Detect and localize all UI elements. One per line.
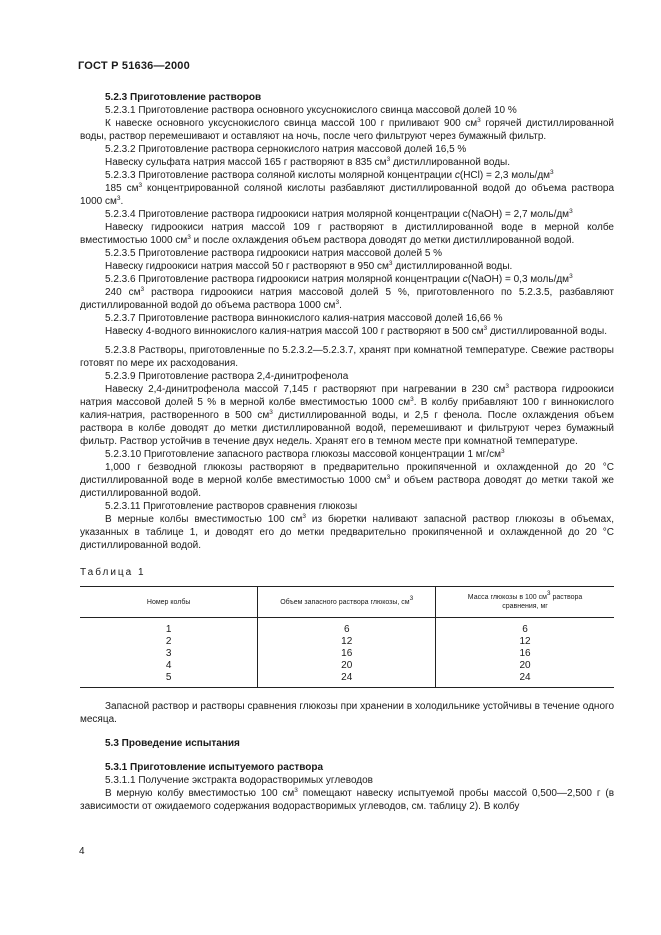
table-cell: 1 [165, 624, 172, 635]
table-cell: 24 [258, 672, 436, 688]
table-cell: 6 [258, 618, 436, 637]
section-heading-5-3: 5.3 Проведение испытания [105, 738, 240, 749]
section-heading-5-2-3: 5.2.3 Приготовление растворов [105, 92, 262, 103]
table-row [80, 618, 614, 637]
table-cell: 16 [436, 648, 614, 660]
table-row [80, 648, 614, 660]
clause-5-2-3-7: 5.2.3.7 Приготовление раствора виннокислого калия-натрия массовой долей 16,66 % [105, 313, 503, 324]
table-row [80, 672, 614, 688]
table-1 [80, 586, 614, 688]
clause-5-3-1-1: 5.3.1.1 Получение экстракта водорастворимых углеводов [105, 775, 373, 786]
table-caption: Таблица 1 [80, 567, 146, 578]
table-row [80, 660, 614, 672]
clause-5-2-3-5: 5.2.3.5 Приготовление раствора гидроокиси натрия массовой долей 5 % [105, 248, 443, 259]
clause-5-2-3-2: 5.2.3.2 Приготовление раствора сернокислого натрия массовой долей 16,5 % [105, 144, 467, 155]
table-cell: 12 [436, 636, 614, 648]
paragraph: К навеске основного уксуснокислого свинца массой 100 г приливают 900 $см^3$ горячей дистиллированной воды, раствор перемешивают и оставляют на ночь, после чего фильтруют через бумажный фильтр. [80, 117, 615, 142]
section-heading-5-3-1: 5.3.1 Приготовление испытуемого раствора [105, 762, 324, 773]
clause-5-2-3-6: 5.2.3.6 Приготовление раствора гидроокиси натрия молярной концентрации c(NaOH) = 0,3 моль/$дм^3$ [105, 273, 573, 285]
column-header-flask-number: Номер колбы [80, 587, 258, 618]
clause-5-2-3-3: 5.2.3.3 Приготовление раствора соляной кислоты молярной концентрации c(HCl) = 2,3 моль/$дм^3$ [105, 169, 554, 181]
table-cell: 16 [258, 648, 436, 660]
page-number: 4 [79, 846, 85, 857]
table-cell: 12 [258, 636, 436, 648]
column-header-stock-volume: Объем запасного раствора глюкозы, $см^3$ [258, 587, 436, 618]
paragraph: Запасной раствор и растворы сравнения глюкозы при хранении в холодильнике устойчивы в течение одного месяца. [80, 701, 614, 725]
clause-5-2-3-10: 5.2.3.10 Приготовление запасного раствора глюкозы массовой концентрации 1 $мг/см^3$ [105, 448, 505, 460]
table-cell: 4 [165, 660, 172, 671]
table-cell: 5 [80, 672, 258, 688]
paragraph: Навеску гидроокиси натрия массой 109 г растворяют в дистиллированной воде в мерной колбе вместимостью 1000 $см^3$ и после охлаждения объем раствора доводят до метки дистиллированной водой. [80, 222, 614, 246]
clause-5-2-3-1: 5.2.3.1 Приготовление раствора основного уксуснокислого свинца массовой долей 10 % [105, 105, 517, 116]
clause-5-2-3-4: 5.2.3.4 Приготовление раствора гидроокиси натрия молярной концентрации c(NaOH) = 2,7 моль/$дм^3$ [105, 208, 573, 220]
paragraph: 185 $см^3$ концентрированной соляной кислоты разбавляют дистиллированной водой до объема раствора 1000 $см^3$. [80, 182, 615, 207]
paragraph: Навеску гидроокиси натрия массой 50 г растворяют в 950 $см^3$ дистиллированной воды. [105, 260, 513, 272]
paragraph: В мерную колбу вместимостью 100 $см^3$ помещают навеску испытуемой пробы массой 0,500—2,500 г (в зависимости от ожидаемого содержания водорастворимых углеводов, см. таблицу 2). В колбу [80, 787, 615, 812]
paragraph: 240 $см^3$ раствора гидроокиси натрия массовой долей 5 %, приготовленного по 5.2.3.5, разбавляют дистиллированной водой до объема раствора 1000 $см^3$. [80, 286, 614, 311]
table-cell: 20 [258, 660, 436, 672]
paragraph: 1,000 г безводной глюкозы растворяют в предварительно прокипяченной и охлажденной до 20 °С дистиллированной воде в мерной колбе вместимостью 1000 $см^3$ и объем раствора доводят до метки такой же дистиллированной водой. [80, 462, 614, 499]
clause-5-2-3-8: 5.2.3.8 Растворы, приготовленные по 5.2.3.2—5.2.3.7, хранят при комнатной температуре. Свежие растворы готовят по мере их расходования. [80, 345, 614, 369]
table-cell: 3 [165, 648, 172, 659]
table-row [80, 636, 614, 648]
paragraph: Навеску сульфата натрия массой 165 г растворяют в 835 $см^3$ дистиллированной воды. [105, 156, 511, 168]
paragraph: Навеску 2,4-динитрофенола массой 7,145 г растворяют при нагревании в 230 $см^3$ раствора гидроокиси натрия массовой долей 5 % в мерной колбе вместимостью 1000 $см^3$. В колбу прибавляют 100 г виннокислого калия-натрия, растворенного в 500 $см^3$ дистиллированной воды, и 2,5 г фенола. После охлаждения объем раствора в колбе доводят до метки дистиллированной водой, перемешивают и фильтруют через бумажный фильтр. Раствор устойчив в течение двух недель. Хранят его в темном месте при комнатной температуре. [80, 383, 614, 447]
document-header: ГОСТ Р 51636—2000 [78, 60, 190, 72]
table-cell: 20 [436, 660, 614, 672]
document-body [80, 91, 614, 813]
table-cell: 2 [165, 636, 172, 647]
clause-5-2-3-11: 5.2.3.11 Приготовление растворов сравнения глюкозы [105, 501, 358, 512]
clause-5-2-3-9: 5.2.3.9 Приготовление раствора 2,4-динитрофенола [105, 371, 349, 382]
column-header-glucose-mass: Масса глюкозы в 100 $см^3$ раствора сравнения, мг [436, 587, 614, 618]
table-cell: 6 [436, 618, 614, 637]
table-cell: 24 [436, 672, 614, 688]
paragraph: Навеску 4-водного виннокислого калия-натрия массой 100 г растворяют в 500 $см^3$ дистиллированной воды. [105, 325, 607, 337]
paragraph: В мерные колбы вместимостью 100 $см^3$ из бюретки наливают запасной раствор глюкозы в объемах, указанных в таблице 1, и доводят его до метки предварительно прокипяченной и охлажденной до 20 °С дистиллированной водой. [80, 513, 615, 551]
